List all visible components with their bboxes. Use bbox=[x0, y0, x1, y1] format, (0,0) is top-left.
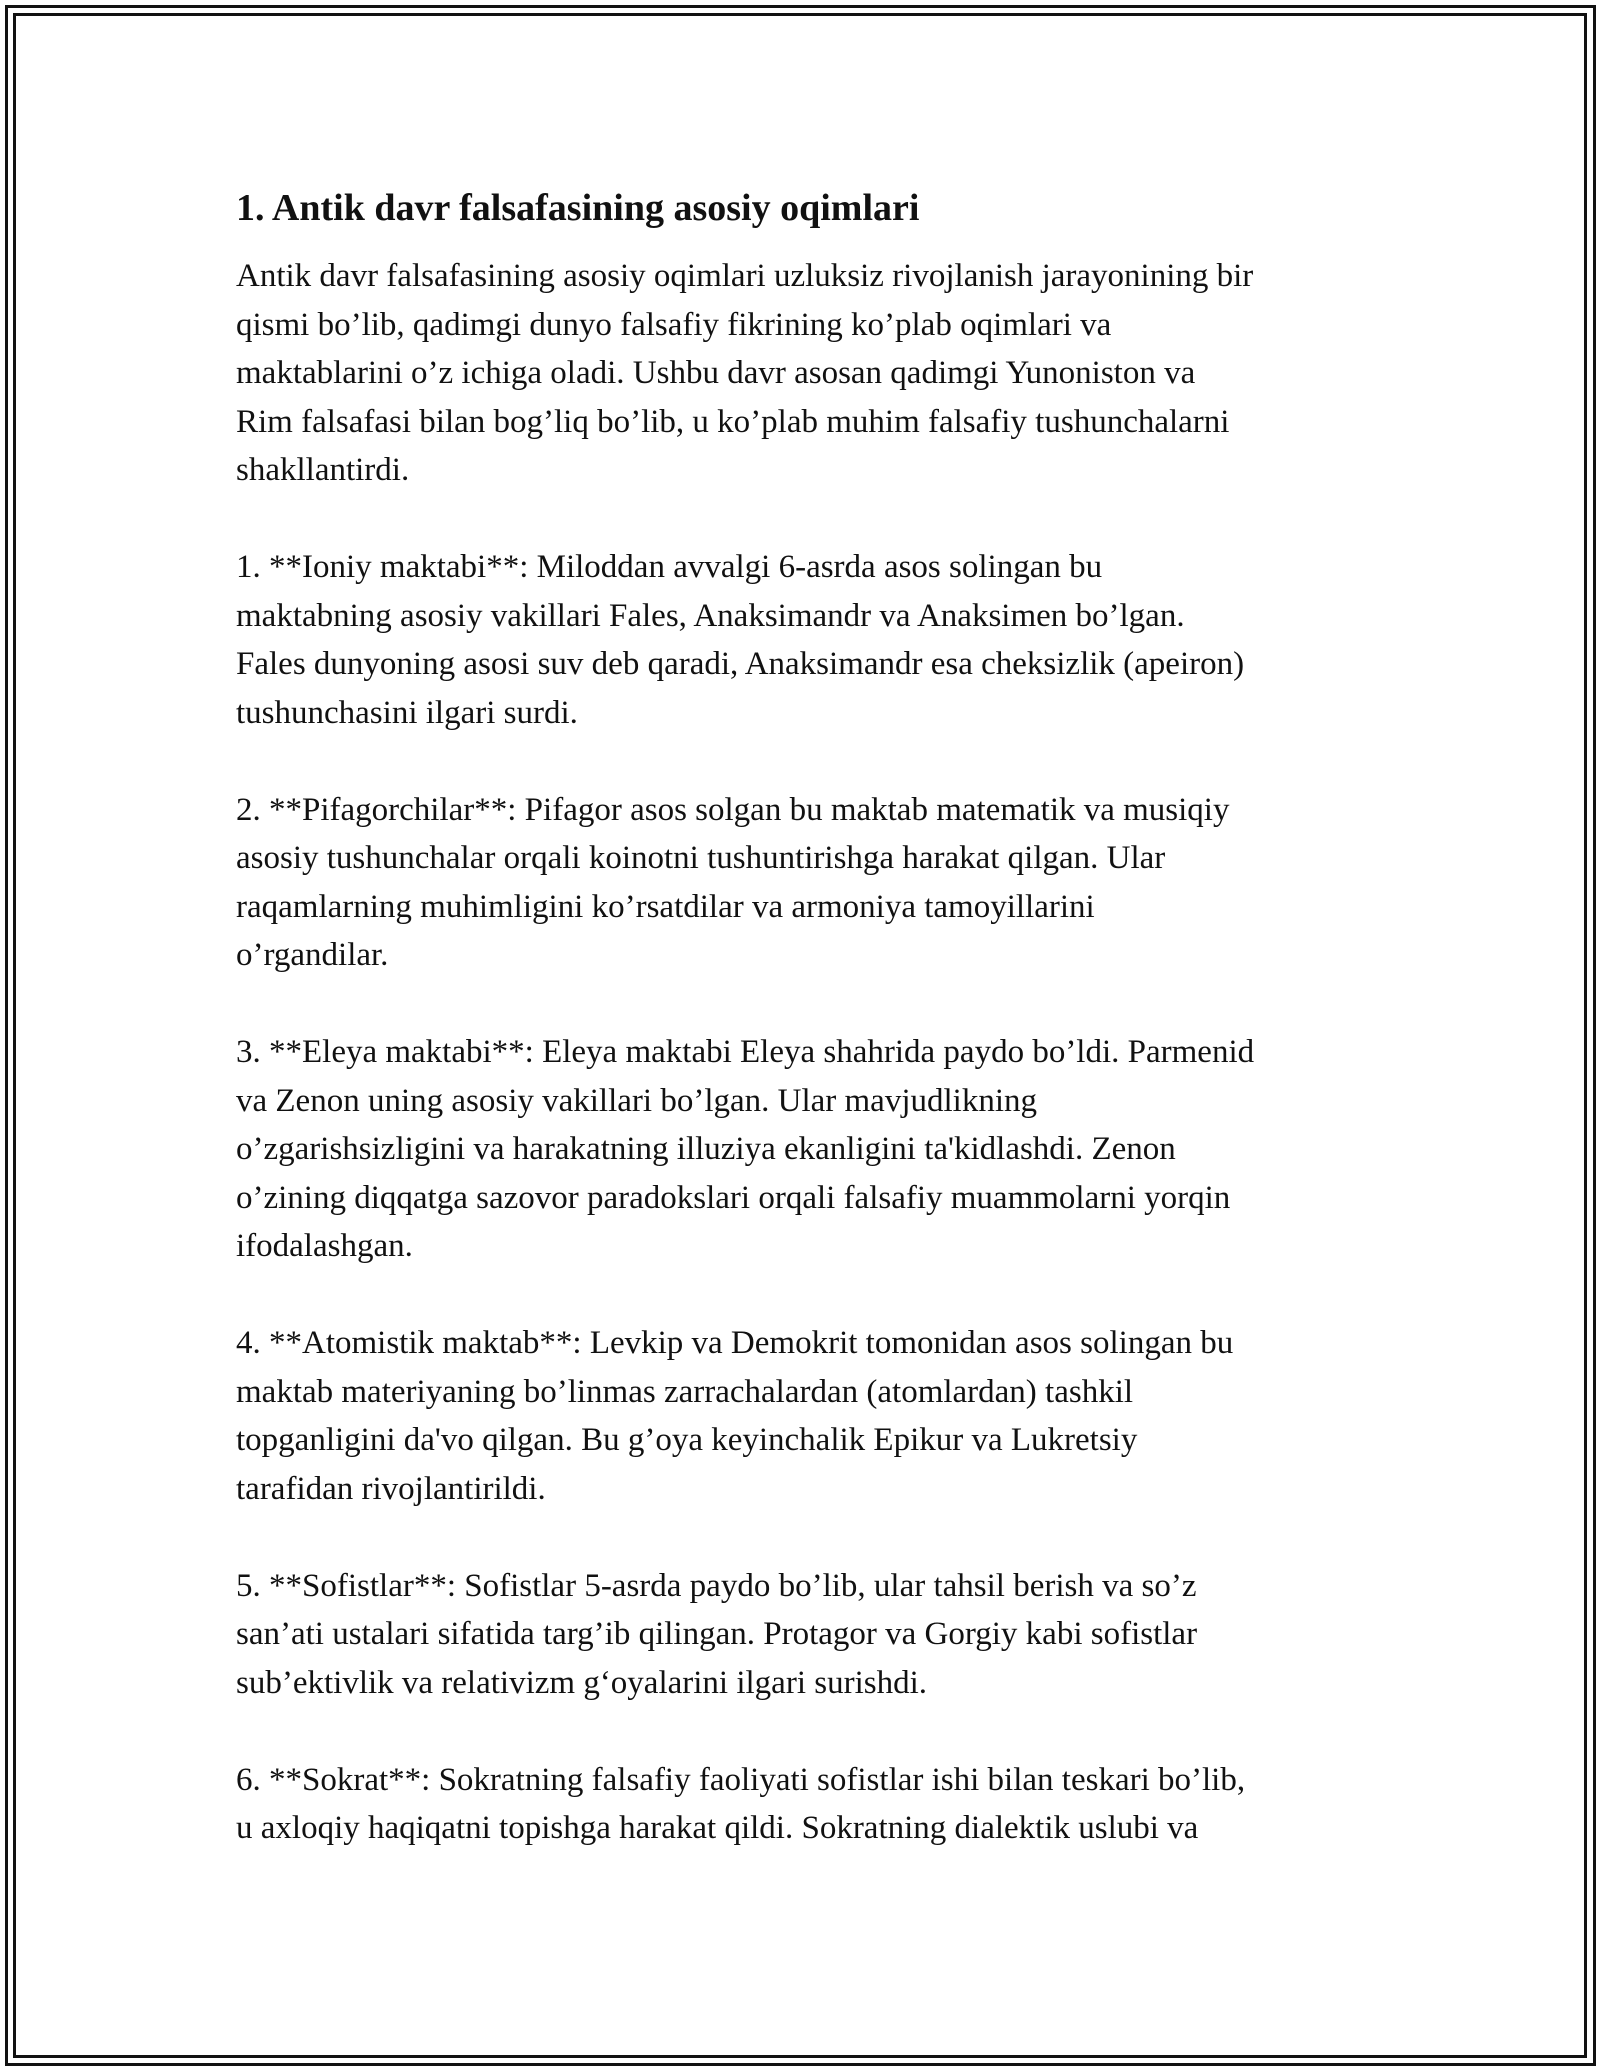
text-line: o’zgarishsizligini va harakatning illuziya ekanligini ta'kidlashdi. Zenon bbox=[236, 1131, 1176, 1167]
text-line: san’ati ustalari sifatida targ’ib qilingan. Protagor va Gorgiy kabi sofistlar bbox=[236, 1616, 1198, 1652]
text-line: 3. **Eleya maktabi**: Eleya maktabi Eleya shahrida paydo bo’ldi. Parmenid bbox=[236, 1034, 1255, 1070]
text-line: Fales dunyoning asosi suv deb qaradi, Anaksimandr esa cheksizlik (apeiron) bbox=[236, 646, 1245, 682]
text-line: 5. **Sofistlar**: Sofistlar 5-asrda paydo bo’lib, ular tahsil berish va so’z bbox=[236, 1567, 1197, 1604]
text-line: Antik davr falsafasining asosiy oqimlari uzluksiz rivojlanish jarayonining bir bbox=[236, 258, 1254, 294]
list-item-eleya bbox=[236, 1028, 1386, 1271]
list-item-sokrat bbox=[236, 1756, 1386, 1853]
intro-paragraph bbox=[236, 252, 1386, 495]
text-line: topganligini da'vo qilgan. Bu g’oya keyinchalik Epikur va Lukretsiy bbox=[236, 1422, 1138, 1458]
text-line: raqamlarning muhimligini ko’rsatdilar va armoniya tamoyillarini bbox=[236, 888, 1095, 925]
text-line: maktab materiyaning bo’linmas zarrachalardan (atomlardan) tashkil bbox=[236, 1373, 1134, 1410]
text-line: o’zining diqqatga sazovor paradokslari orqali falsafiy muammolarni yorqin bbox=[236, 1179, 1231, 1216]
text-line: 2. **Pifagorchilar**: Pifagor asos solgan bu maktab matematik va musiqiy bbox=[236, 791, 1230, 828]
text-line: u axloqiy haqiqatni topishga harakat qildi. Sokratning dialektik uslubi va bbox=[236, 1810, 1199, 1846]
document-body bbox=[236, 184, 1386, 1901]
text-line: 6. **Sokrat**: Sokratning falsafiy faoliyati sofistlar ishi bilan teskari bo’lib, bbox=[236, 1761, 1246, 1798]
text-line: qismi bo’lib, qadimgi dunyo falsafiy fikrining ko’plab oqimlari va bbox=[236, 306, 1112, 343]
text-line: va Zenon uning asosiy vakillari bo’lgan. Ular mavjudlikning bbox=[236, 1082, 1038, 1119]
list-item-ioniy bbox=[236, 543, 1386, 737]
text-line: 4. **Atomistik maktab**: Levkip va Demokrit tomonidan asos solingan bu bbox=[236, 1325, 1234, 1361]
text-line: maktabning asosiy vakillari Fales, Anaksimandr va Anaksimen bo’lgan. bbox=[236, 597, 1185, 634]
text-line: o’rgandilar. bbox=[236, 937, 389, 973]
text-line: shakllantirdi. bbox=[236, 452, 410, 488]
list-item-atomistik bbox=[236, 1319, 1386, 1513]
list-item-sofistlar bbox=[236, 1562, 1386, 1708]
text-line: maktablarini o’z ichiga oladi. Ushbu davr asosan qadimgi Yunoniston va bbox=[236, 355, 1196, 391]
text-line: Rim falsafasi bilan bog’liq bo’lib, u ko’plab muhim falsafiy tushunchalarni bbox=[236, 403, 1230, 440]
list-item-pifagorchilar bbox=[236, 786, 1386, 980]
text-line: tarafidan rivojlantirildi. bbox=[236, 1470, 546, 1507]
text-line: 1. **Ioniy maktabi**: Miloddan avvalgi 6-asrda asos solingan bu bbox=[236, 549, 1103, 585]
text-line: ifodalashgan. bbox=[236, 1228, 413, 1264]
text-line: tushunchasini ilgari surdi. bbox=[236, 694, 578, 731]
section-heading: 1. Antik davr falsafasining asosiy oqimlari bbox=[236, 187, 920, 229]
text-line: asosiy tushunchalar orqali koinotni tushuntirishga harakat qilgan. Ular bbox=[236, 840, 1166, 876]
text-line: sub’ektivlik va relativizm g‘oyalarini ilgari surishdi. bbox=[236, 1664, 928, 1701]
